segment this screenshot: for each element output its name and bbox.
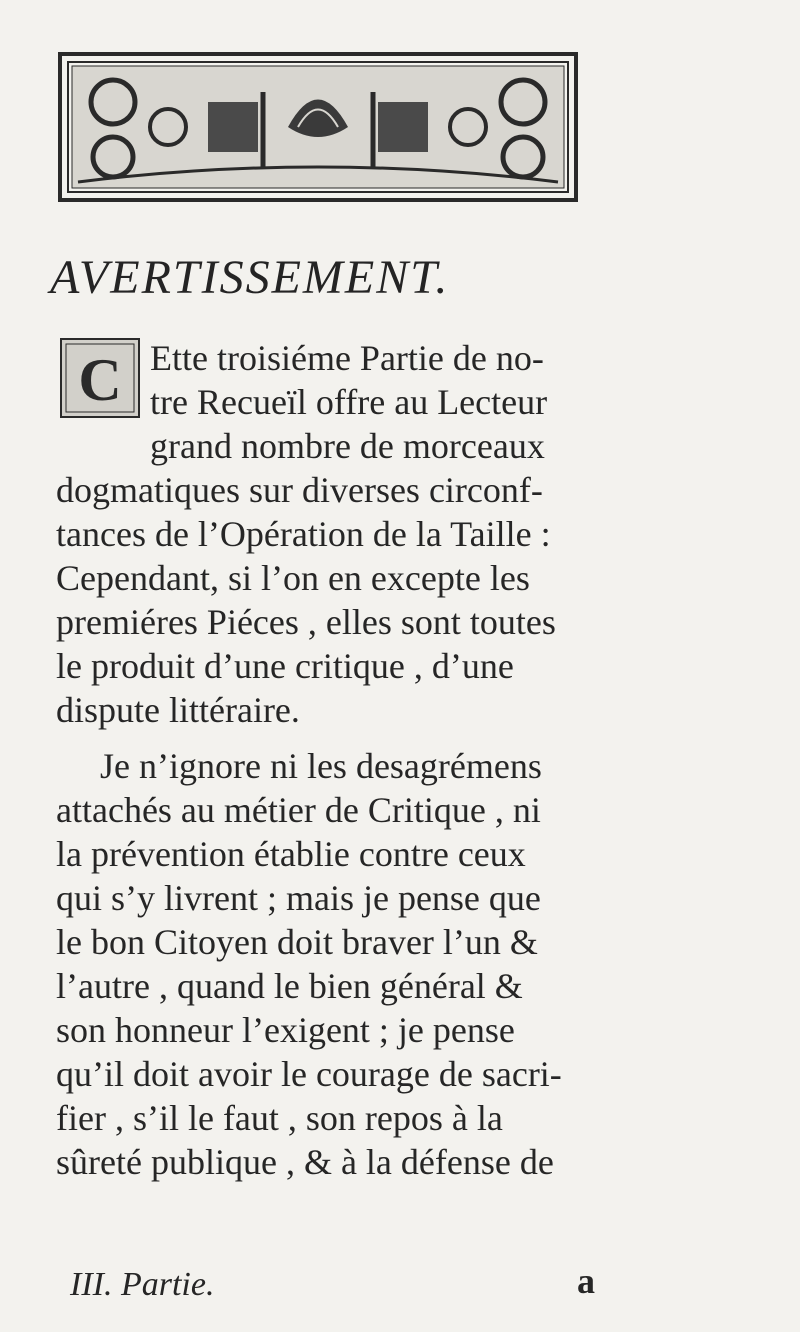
text-line: Ette troisiéme Partie de no-	[150, 338, 544, 378]
text-line: Cependant, si l’on en excepte les	[56, 558, 530, 598]
signature-mark: a	[577, 1261, 595, 1301]
text-line: premiéres Piéces , elles sont toutes	[56, 602, 556, 642]
part-footer: III. Partie.	[70, 1266, 215, 1303]
drop-cap-letter: C	[78, 347, 122, 413]
text-line: le produit d’une critique , d’une	[56, 646, 514, 686]
text-line: la prévention établie contre ceux	[56, 834, 526, 874]
text-line: qui s’y livrent ; mais je pense que	[56, 878, 541, 918]
text-line: son honneur l’exigent ; je pense	[56, 1010, 515, 1050]
text-line: tre Recueïl offre au Lecteur	[150, 382, 548, 422]
text-line: tances de l’Opération de la Taille :	[56, 514, 551, 554]
section-title: AVERTISSEMENT.	[50, 251, 450, 304]
drop-cap-ornament	[60, 338, 140, 418]
text-line: le bon Citoyen doit braver l’un &	[56, 922, 538, 962]
text-line: fier , s’il le faut , son repos à la	[56, 1098, 503, 1138]
text-line: Je n’ignore ni les desagrémens	[100, 746, 542, 786]
text-line: dogmatiques sur diverses circonf-	[56, 470, 543, 510]
text-line: attachés au métier de Critique , ni	[56, 790, 541, 830]
text-line: sûreté publique , & à la défense de	[56, 1142, 554, 1182]
text-line: l’autre , quand le bien général &	[56, 966, 523, 1006]
text-line: dispute littéraire.	[56, 690, 300, 730]
text-line: grand nombre de morceaux	[150, 426, 545, 466]
text-line: qu’il doit avoir le courage de sacri-	[56, 1054, 562, 1094]
headpiece-ornament	[58, 52, 578, 202]
